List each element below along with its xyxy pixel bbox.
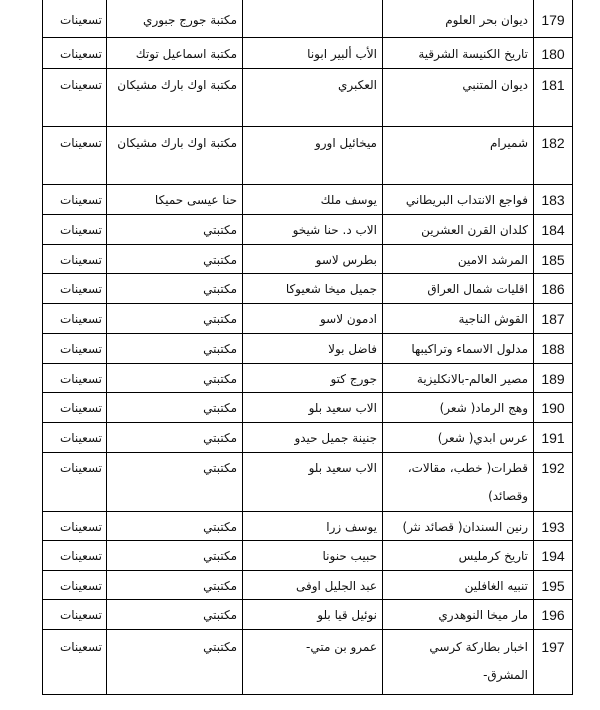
row-number: 186: [534, 274, 573, 303]
source-cell: مكتبتي: [107, 304, 243, 333]
book-title-cell: القوش الناجية: [383, 304, 534, 333]
author-cell: العكبري: [243, 69, 383, 126]
book-title-cell: مار ميخا النوهدري: [383, 600, 534, 629]
period-cell: تسعينات: [43, 423, 107, 452]
book-title-cell: مدلول الاسماء وتراكيبها: [383, 334, 534, 363]
row-number: 194: [534, 541, 573, 570]
table-row: [43, 540, 573, 570]
row-number: 184: [534, 215, 573, 244]
row-number: 196: [534, 600, 573, 629]
author-cell: حبيب حنونا: [243, 541, 383, 570]
book-title-cell: ديوان المتنبي: [383, 69, 534, 126]
row-number: 185: [534, 245, 573, 273]
author-cell: الاب د. حنا شيخو: [243, 215, 383, 244]
author-cell: عبد الجليل اوفى: [243, 571, 383, 599]
book-title-cell: شميرام: [383, 127, 534, 184]
period-cell: تسعينات: [43, 600, 107, 629]
period-cell: تسعينات: [43, 0, 107, 37]
period-cell: تسعينات: [43, 304, 107, 333]
row-number: 192: [534, 453, 573, 511]
book-title-cell: المرشد الامين: [383, 245, 534, 273]
period-cell: تسعينات: [43, 364, 107, 392]
row-number: 179: [534, 0, 573, 37]
book-title-cell: اقليات شمال العراق: [383, 274, 534, 303]
table-row: [43, 392, 573, 422]
source-cell: مكتبة اوك بارك مشيكان: [107, 127, 243, 184]
source-cell: مكتبتي: [107, 364, 243, 392]
book-title-cell: اخبار بطاركة كرسي المشرق-: [383, 630, 534, 694]
row-number: 187: [534, 304, 573, 333]
author-cell: جورج كتو: [243, 364, 383, 392]
table-row: [43, 126, 573, 184]
author-cell: يوسف زرا: [243, 512, 383, 540]
row-number: 193: [534, 512, 573, 540]
author-cell: بطرس لاسو: [243, 245, 383, 273]
author-cell: الأب ألبير ابونا: [243, 38, 383, 68]
table-row: [43, 184, 573, 214]
source-cell: مكتبة اسماعيل توتك: [107, 38, 243, 68]
author-cell: ميخائيل اورو: [243, 127, 383, 184]
table-row: [43, 244, 573, 273]
row-number: 180: [534, 38, 573, 68]
table-row: [43, 452, 573, 511]
period-cell: تسعينات: [43, 630, 107, 694]
table-row: [43, 68, 573, 126]
table-row: [43, 0, 573, 37]
book-title-cell: تاريخ الكنيسة الشرقية: [383, 38, 534, 68]
book-title-cell: عرس ابدي( شعر): [383, 423, 534, 452]
row-number: 182: [534, 127, 573, 184]
source-cell: مكتبتي: [107, 571, 243, 599]
source-cell: مكتبتي: [107, 334, 243, 363]
book-title-cell: تاريخ كرمليس: [383, 541, 534, 570]
source-cell: مكتبتي: [107, 215, 243, 244]
period-cell: تسعينات: [43, 245, 107, 273]
book-title-cell: كلدان القرن العشرين: [383, 215, 534, 244]
table-row: [43, 37, 573, 68]
row-number: 195: [534, 571, 573, 599]
table-row: [43, 422, 573, 452]
author-cell: [243, 0, 383, 37]
author-cell: يوسف ملك: [243, 185, 383, 214]
period-cell: تسعينات: [43, 274, 107, 303]
table-row: [43, 511, 573, 540]
author-cell: جنينة جميل حيدو: [243, 423, 383, 452]
book-title-cell: قطرات( خطب، مقالات، وقصائد): [383, 453, 534, 511]
source-cell: مكتبتي: [107, 541, 243, 570]
book-title-cell: تنبيه الغافلين: [383, 571, 534, 599]
table-row: [43, 303, 573, 333]
period-cell: تسعينات: [43, 185, 107, 214]
book-title-cell: ديوان بحر العلوم: [383, 0, 534, 37]
period-cell: تسعينات: [43, 393, 107, 422]
book-title-cell: فواجع الانتداب البريطاني: [383, 185, 534, 214]
source-cell: مكتبتي: [107, 600, 243, 629]
source-cell: مكتبتي: [107, 453, 243, 511]
period-cell: تسعينات: [43, 215, 107, 244]
row-number: 197: [534, 630, 573, 694]
row-number: 189: [534, 364, 573, 392]
author-cell: ادمون لاسو: [243, 304, 383, 333]
source-cell: مكتبتي: [107, 245, 243, 273]
book-title-cell: مصير العالم-بالانكليزية: [383, 364, 534, 392]
book-title-cell: وهج الرماد( شعر): [383, 393, 534, 422]
author-cell: عمرو بن متي-: [243, 630, 383, 694]
period-cell: تسعينات: [43, 541, 107, 570]
row-number: 188: [534, 334, 573, 363]
table-row: [43, 273, 573, 303]
author-cell: نوئيل قيا بلو: [243, 600, 383, 629]
row-number: 183: [534, 185, 573, 214]
row-number: 181: [534, 69, 573, 126]
period-cell: تسعينات: [43, 38, 107, 68]
books-table: [42, 0, 573, 695]
table-row: [43, 570, 573, 599]
author-cell: جميل ميخا شعيوكا: [243, 274, 383, 303]
source-cell: حنا عيسى حميكا: [107, 185, 243, 214]
author-cell: الاب سعيد بلو: [243, 393, 383, 422]
period-cell: تسعينات: [43, 127, 107, 184]
source-cell: مكتبتي: [107, 630, 243, 694]
period-cell: تسعينات: [43, 69, 107, 126]
source-cell: مكتبتي: [107, 423, 243, 452]
table-row: [43, 214, 573, 244]
source-cell: مكتبة اوك بارك مشيكان: [107, 69, 243, 126]
source-cell: مكتبة جورج جبوري: [107, 0, 243, 37]
table-row: [43, 363, 573, 392]
table-row: [43, 629, 573, 694]
period-cell: تسعينات: [43, 453, 107, 511]
author-cell: الاب سعيد بلو: [243, 453, 383, 511]
book-title-cell: رنين السندان( قصائد نثر): [383, 512, 534, 540]
period-cell: تسعينات: [43, 571, 107, 599]
period-cell: تسعينات: [43, 512, 107, 540]
table-row: [43, 599, 573, 629]
table-row: [43, 333, 573, 363]
row-number: 191: [534, 423, 573, 452]
source-cell: مكتبتي: [107, 274, 243, 303]
row-number: 190: [534, 393, 573, 422]
author-cell: فاضل بولا: [243, 334, 383, 363]
period-cell: تسعينات: [43, 334, 107, 363]
source-cell: مكتبتي: [107, 393, 243, 422]
source-cell: مكتبتي: [107, 512, 243, 540]
